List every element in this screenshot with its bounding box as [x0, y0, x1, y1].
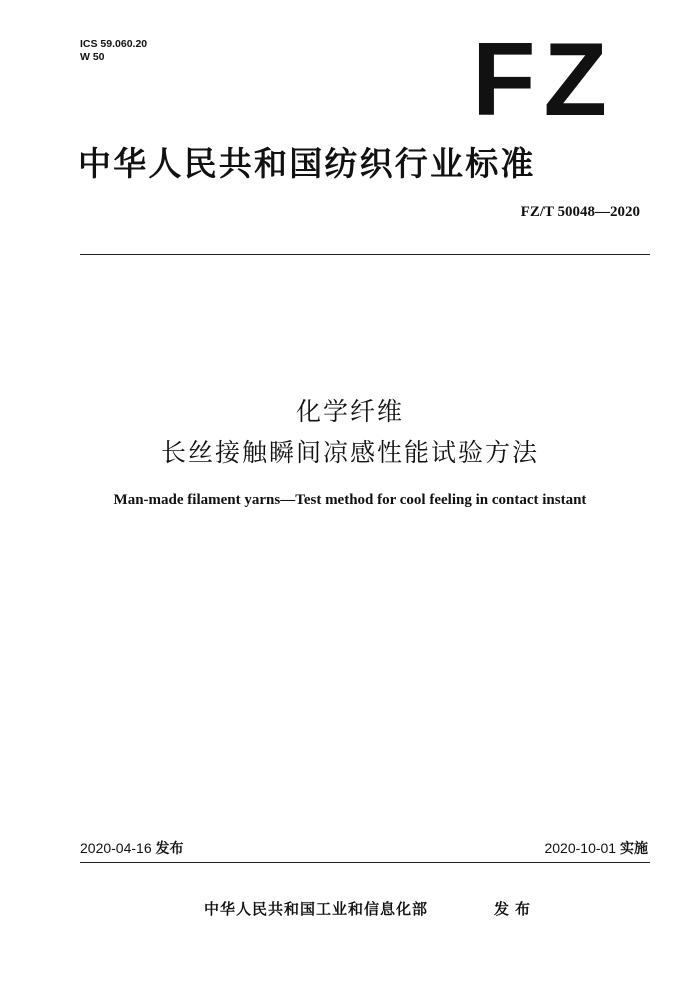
- issuing-action: 发布: [494, 900, 537, 918]
- document-title-en: Man-made filament yarns—Test method for cool feeling in contact instant: [113, 492, 587, 508]
- ccs-code: W 50: [80, 51, 105, 63]
- implement-date: 2020-10-01: [544, 840, 617, 856]
- ics-code: ICS 59.060.20: [80, 38, 148, 50]
- document-title-cn-line1: 化学纤维: [295, 397, 404, 426]
- implement-date-line: [544, 838, 648, 858]
- standard-number: FZ/T 50048—2020: [520, 204, 640, 220]
- classification-codes: [80, 38, 147, 64]
- standard-title: 中华人民共和国纺织行业标准: [78, 144, 536, 183]
- implement-label: 实施: [620, 841, 648, 857]
- issue-date: 2020-04-16: [80, 840, 152, 856]
- issuing-authority: 中华人民共和国工业和信息化部: [204, 900, 429, 918]
- fz-logo: FZ: [472, 22, 616, 138]
- footer-divider: [80, 862, 650, 863]
- document-title-cn-line2: 长丝接触瞬间凉感性能试验方法: [160, 438, 539, 467]
- issue-label: 发布: [155, 841, 184, 857]
- header-divider: [80, 254, 650, 255]
- issue-date-line: [80, 838, 184, 858]
